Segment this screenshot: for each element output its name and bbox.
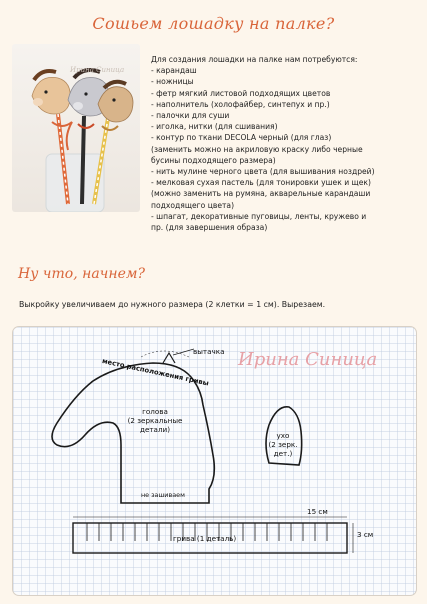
author-signature: Ирина Синица	[238, 349, 378, 370]
intro-text: Выкройку увеличиваем до нужного размера (2 клетки = 1 см). Вырезаем.	[19, 300, 326, 309]
list-item: (можно заменить на румяна, акварельные карандаши	[151, 189, 371, 199]
list-item: - иголка, нитки (для сшивания)	[151, 122, 278, 132]
page-title: Сошьем лошадку на палке?	[92, 14, 335, 33]
no-sew-label: не зашиваем	[141, 491, 185, 499]
photo-watermark: Ирина Синица	[70, 66, 125, 74]
list-item: пр. (для завершения образа)	[151, 223, 268, 233]
list-item: Для создания лошадки на палке нам потребуются:	[151, 55, 358, 64]
tab-label: вытачка	[193, 347, 225, 356]
list-item: - шпагат, декоративные пуговицы, ленты, кружево и	[151, 211, 367, 221]
mane-placement-label: место расположения гривы	[101, 357, 210, 388]
list-item: (заменить можно на акриловую краску либо черные	[151, 144, 363, 154]
list-item: - нить мулине черного цвета (для вышивания ноздрей)	[151, 167, 375, 177]
list-item: - наполнитель (холофайбер, синтепух и пр.)	[151, 99, 330, 109]
list-item: - ножницы	[151, 77, 194, 87]
list-item: бусины подходящего размера)	[151, 155, 276, 165]
list-item: - фетр мягкий листовой подходящих цветов	[151, 88, 331, 98]
list-item: - карандаш	[151, 66, 197, 76]
section-title: Ну что, начнем?	[18, 266, 145, 282]
width-label: 15 см	[307, 507, 328, 516]
ear-label: ухо (2 зерк. дет.)	[268, 431, 298, 458]
sewing-pattern-sheet	[13, 327, 416, 595]
list-item: - контур по ткани DECOLA черный (для глаз)	[151, 133, 332, 143]
list-item: - мелковая сухая пастель (для тонировки ушек и щек)	[151, 178, 371, 188]
mane-label: грива (1 деталь)	[173, 534, 237, 543]
horse-photo	[12, 44, 140, 212]
list-item: подходящего цвета)	[151, 200, 235, 210]
head-label: голова (2 зеркальные детали)	[127, 407, 183, 434]
height-label: 3 см	[357, 530, 374, 539]
list-item: - палочки для суши	[151, 111, 230, 121]
materials-list	[151, 54, 416, 233]
